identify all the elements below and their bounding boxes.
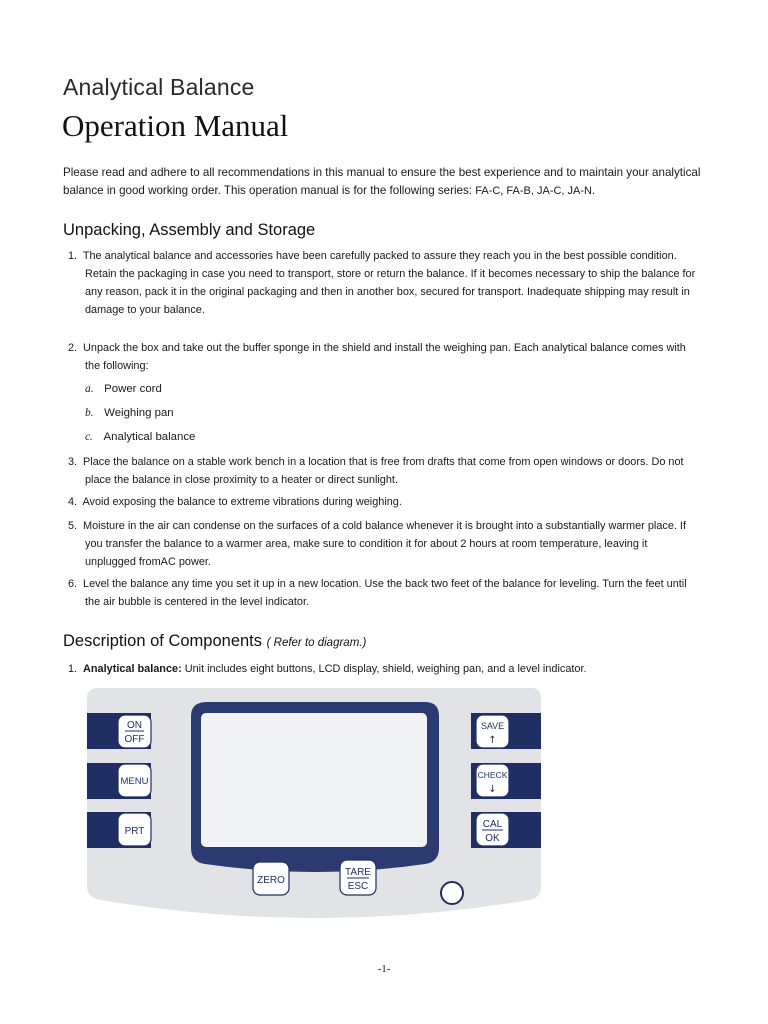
item-number: 6. — [68, 578, 78, 590]
lcd-display — [201, 713, 427, 847]
list-item — [68, 493, 698, 511]
on-label: ON — [127, 720, 142, 731]
item-text-continued: the following: — [85, 360, 149, 372]
sub-item-letter: b. — [85, 407, 94, 419]
item-text: Moisture in the air can condense on the surfaces of a cold balance whenever it is brought into a substantially warmer place. If — [83, 520, 686, 532]
list-item — [68, 517, 698, 571]
menu-label: MENU — [120, 776, 149, 787]
prt-button[interactable] — [118, 813, 151, 846]
on-off-button[interactable] — [118, 715, 151, 748]
item-number: 1. — [68, 250, 78, 262]
list-item — [68, 453, 698, 489]
list-item — [68, 575, 698, 611]
sub-item-text: Weighing pan — [104, 407, 174, 419]
item-text: Place the balance on a stable work bench in a location that is free from drafts that come from open windows or doors. Do not — [83, 456, 684, 468]
sub-item-letter: a. — [85, 383, 94, 395]
sub-list-item — [85, 381, 162, 397]
prt-label: PRT — [124, 826, 145, 837]
section-heading-unpacking: Unpacking, Assembly and Storage — [63, 221, 316, 239]
intro-paragraph — [63, 164, 703, 200]
item-number: 5. — [68, 520, 78, 532]
check-label: CHECK — [477, 770, 508, 780]
sub-item-text: Power cord — [104, 383, 162, 395]
document-subtitle: Analytical Balance — [63, 74, 255, 100]
item-text-continued: place the balance in close proximity to a heater or direct sunlight. — [85, 474, 398, 486]
sub-list-item — [85, 429, 195, 445]
item-text: Level the balance any time you set it up in a new location. Use the back two feet of the balance for leveling. Turn the feet until — [83, 578, 687, 590]
item-text-continued: you transfer the balance to a warmer area, make sure to condition it for about 2 hours at room temperature, leaving it unplugged fromAC power. — [85, 538, 648, 568]
arrow-up-icon: ↑ — [488, 735, 497, 746]
sub-item-text: Analytical balance — [103, 431, 196, 443]
series-list: FA-C, FA-B, JA-C, JA-N. — [475, 185, 596, 197]
item-number: 1. — [68, 663, 78, 675]
save-label: SAVE — [480, 721, 505, 731]
item-text: Unpack the box and take out the buffer sponge in the shield and install the weighing pan. Each analytical balance comes with — [83, 342, 686, 354]
balance-panel-diagram — [85, 686, 545, 926]
document-title: Operation Manual — [62, 108, 289, 143]
ok-label: OK — [485, 833, 500, 844]
item-text: Unit includes eight buttons, LCD display, shield, weighing pan, and a level indicator. — [181, 663, 587, 675]
arrow-down-icon: ↓ — [488, 784, 497, 795]
zero-label: ZERO — [257, 875, 285, 886]
menu-button[interactable] — [118, 764, 151, 797]
check-button[interactable] — [476, 764, 509, 797]
level-indicator — [441, 882, 463, 904]
list-item — [68, 247, 698, 319]
section-heading-text: Description of Components — [63, 632, 263, 650]
list-item — [68, 660, 698, 678]
zero-button[interactable] — [253, 862, 289, 895]
item-number: 3. — [68, 456, 78, 468]
list-item — [68, 339, 698, 375]
item-text: The analytical balance and accessories have been carefully packed to assure they reach you in the best possible condition. — [82, 250, 677, 262]
sub-list-item — [85, 405, 174, 421]
sub-item-letter: c. — [85, 431, 93, 443]
tare-esc-button[interactable] — [340, 860, 376, 895]
section-heading-note: ( Refer to diagram.) — [266, 637, 367, 649]
item-text: Avoid exposing the balance to extreme vibrations during weighing. — [82, 496, 402, 508]
item-number: 2. — [68, 342, 78, 354]
item-label: Analytical balance: — [83, 663, 182, 675]
esc-label: ESC — [347, 881, 369, 892]
item-number: 4. — [68, 496, 78, 508]
off-label: OFF — [124, 734, 145, 745]
cal-ok-button[interactable] — [476, 813, 509, 846]
section-heading-components — [63, 632, 366, 651]
tare-label: TARE — [345, 867, 371, 878]
page-number: -1- — [377, 963, 391, 975]
intro-text: Please read and adhere to all recommendations in this manual to ensure the best experience and to maintain your analytical balance in good working order. This operation manual is for the following series: — [63, 166, 701, 197]
item-text-continued: the air bubble is centered in the level indicator. — [85, 596, 310, 608]
cal-label: CAL — [482, 819, 503, 830]
save-button[interactable] — [476, 715, 509, 748]
item-text-continued: Retain the packaging in case you need to transport, store or return the balance. If it becomes necessary to ship the balance for any reason, pack it in the original packaging and then in another box, secured for transport. Inadequate shipping may result in damage to your balance. — [85, 268, 696, 316]
